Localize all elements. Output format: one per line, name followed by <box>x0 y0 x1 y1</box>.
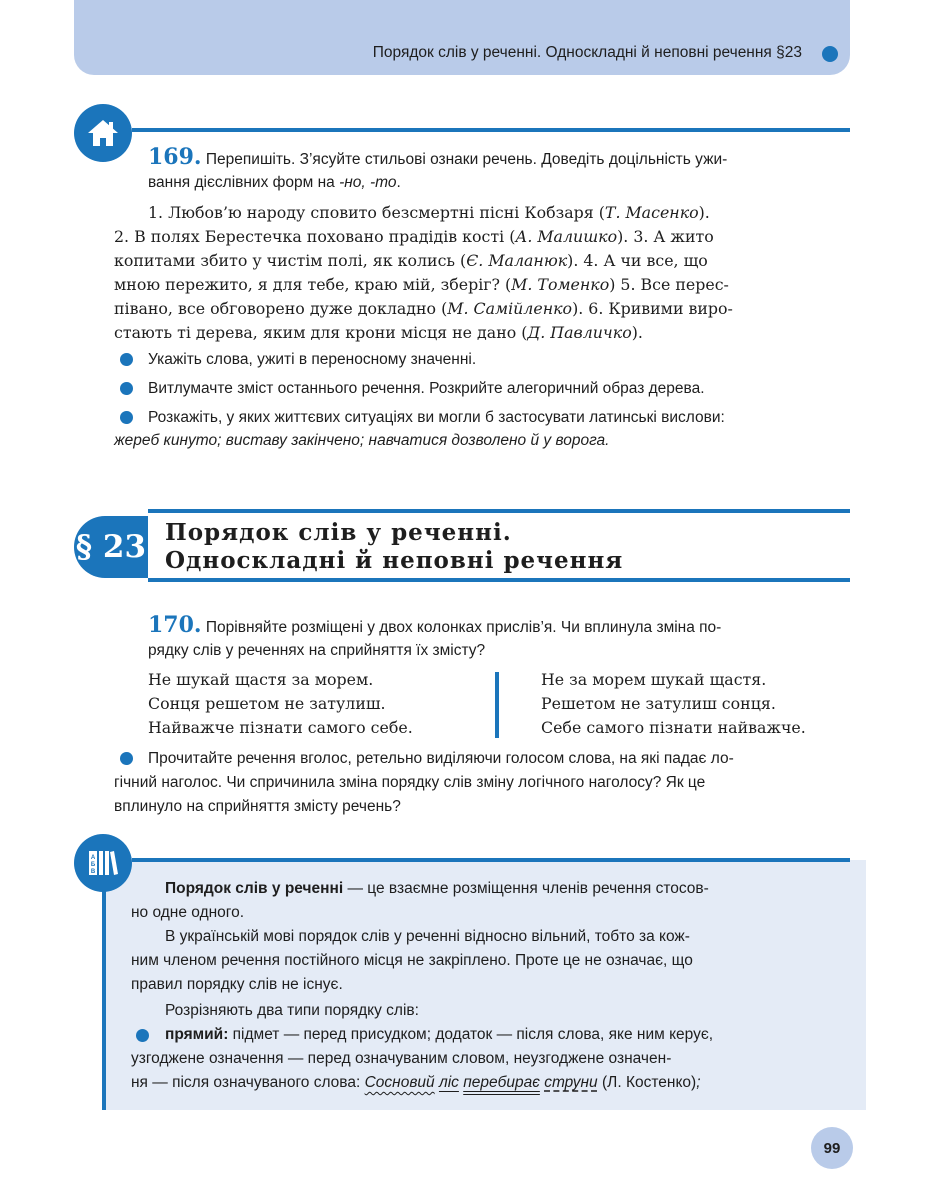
proverb: Найважче пізнати самого себе. <box>148 718 413 737</box>
rule-text-line: підмет — перед присудком; додаток — після слова, яке ним керує, <box>228 1026 714 1043</box>
rule-text-line: правил порядку слів не існує. <box>131 976 343 993</box>
author: Т. Масенко <box>604 203 699 222</box>
section-number: § 23 <box>75 529 147 565</box>
task169-text <box>114 201 852 345</box>
task169-bullet-1: Укажіть слова, ужиті в переносному значенні. <box>148 351 477 368</box>
task169-instruction-line1: Перепишіть. З’ясуйте стильові ознаки речень. Доведіть доцільність ужи- <box>205 151 728 168</box>
example-attribute: Сосновий <box>364 1074 435 1091</box>
header-dot <box>822 46 838 62</box>
rule-def-text: но одне одного. <box>131 904 245 921</box>
task169-instruction <box>148 146 851 194</box>
text-line: 1. Любов’ю народу сповито безсмертні пісні Кобзаря ( <box>148 203 605 222</box>
text-line: мною пережито, я для тебе, краю мій, зберіг? ( <box>114 275 512 294</box>
rule-definition <box>131 877 851 925</box>
text-line: копитами збито у чистім полі, як колись ( <box>114 251 467 270</box>
bullet-dot <box>120 353 133 366</box>
svg-text:А: А <box>90 855 96 861</box>
task170-instruction-line1: Порівняйте розміщені у двох колонках прислів’я. Чи вплинула зміна по- <box>205 619 722 636</box>
example-subject: ліс <box>438 1074 459 1091</box>
task170-instruction-line2: рядку слів у реченнях на сприйняття їх змісту? <box>148 642 486 659</box>
latin-sayings <box>114 429 609 453</box>
rule-term: Порядок слів у реченні <box>165 880 344 897</box>
text-line: ). <box>631 323 643 342</box>
rule-box-border <box>102 860 106 1110</box>
task169-bullet-2: Витлумачте зміст останнього речення. Розкрийте алегоричний образ дерева. <box>148 380 705 397</box>
section-title-line2: Односкладні й неповні речення <box>165 547 624 574</box>
rule-text-line: В українській мові порядок слів у реченні відносно вільний, тобто за кож- <box>165 928 690 945</box>
author: Є. Маланюк <box>466 251 568 270</box>
proverb: Не шукай щастя за морем. <box>148 670 374 689</box>
svg-text:В: В <box>90 869 96 875</box>
proverb: Решетом не затулиш сонця. <box>541 694 776 713</box>
task169-suffixes: -но, -то <box>339 174 397 191</box>
rule-direct-order <box>131 1023 851 1095</box>
author: А. Малишко <box>515 227 618 246</box>
text-line: ). 6. Кривими виро- <box>572 299 733 318</box>
running-header <box>74 0 850 75</box>
example-end: ; <box>696 1074 701 1091</box>
task170-bullet-line1: Прочитайте речення вголос, ретельно виділяючи голосом слова, на які падає ло- <box>148 750 734 767</box>
proverbs-left-column <box>148 668 413 740</box>
text-line: ). 4. А чи все, що <box>567 251 708 270</box>
bullet-dot <box>120 382 133 395</box>
author: Д. Павличко <box>527 323 632 342</box>
proverb: Не за морем шукай щастя. <box>541 670 767 689</box>
task170-bullet-line2: гічний наголос. Чи спричинила зміна порядку слів зміну логічного наголосу? Як це <box>114 774 706 791</box>
rule-def-text: — це взаємне розміщення членів речення стосов- <box>343 880 709 897</box>
task169-rule <box>132 128 850 132</box>
text-line: стають ті дерева, яким для крони місця не дано ( <box>114 323 528 342</box>
rule-text-line: ня — після означуваного слова: <box>131 1074 365 1091</box>
rule-box-top-rule <box>132 858 850 862</box>
author: М. Томенко <box>511 275 610 294</box>
proverbs-right-column <box>541 668 806 740</box>
task170-bullet <box>114 747 734 819</box>
author: М. Самійленко <box>447 299 573 318</box>
section-rule-top <box>148 509 850 513</box>
section-title <box>165 519 623 575</box>
bullet-dot <box>120 411 133 424</box>
text-line: ). 3. А жито <box>617 227 714 246</box>
header-title: Порядок слів у реченні. Односкладні й неповні речення §23 <box>372 44 802 61</box>
proverb: Сонця решетом не затулиш. <box>148 694 386 713</box>
column-divider <box>495 672 499 738</box>
rule-paragraph-3 <box>131 999 851 1023</box>
home-icon <box>74 104 132 162</box>
text-line: ). <box>698 203 710 222</box>
proverb: Себе самого пізнати найважче. <box>541 718 806 737</box>
rule-paragraph-2 <box>131 925 851 997</box>
task169-instruction-line2: вання дієслівних форм на <box>148 174 340 191</box>
task170-number: 170. <box>148 612 202 638</box>
page-number: 99 <box>811 1127 853 1169</box>
example-predicate: перебирає <box>463 1074 540 1091</box>
example-author: (Л. Костенко) <box>597 1074 697 1091</box>
rule-text-line: узгоджене означення — перед означуваним словом, неузгоджене означен- <box>131 1050 672 1067</box>
section-title-line1: Порядок слів у реченні. <box>165 519 512 546</box>
books-icon <box>74 834 132 892</box>
latin-sayings-text: жереб кинуто; виставу закінчено; навчатися дозволено й у ворога. <box>114 432 610 449</box>
task169-instruction-end: . <box>396 174 401 191</box>
task169-bullet-3: Розкажіть, у яких життєвих ситуаціях ви могли б застосувати латинські вислови: <box>148 409 725 426</box>
task170-bullet-line3: вплинуло на сприйняття змісту речень? <box>114 798 401 815</box>
rule-text-line: Розрізняють два типи порядку слів: <box>165 1002 419 1019</box>
task169-number: 169. <box>148 144 202 170</box>
text-line: півано, все обговорено дуже докладно ( <box>114 299 448 318</box>
direct-order-label: прямий: <box>165 1026 229 1043</box>
text-line: 2. В полях Берестечка поховано прадідів кості ( <box>114 227 516 246</box>
text-line: ) 5. Все перес- <box>609 275 729 294</box>
task170-instruction <box>148 614 851 662</box>
svg-text:Б: Б <box>90 862 96 868</box>
example-object: струни <box>544 1074 598 1091</box>
section-badge <box>74 516 148 578</box>
rule-text-line: ним членом речення постійного місця не закріплено. Проте це не означає, що <box>131 952 693 969</box>
section-rule-bottom <box>148 578 850 582</box>
